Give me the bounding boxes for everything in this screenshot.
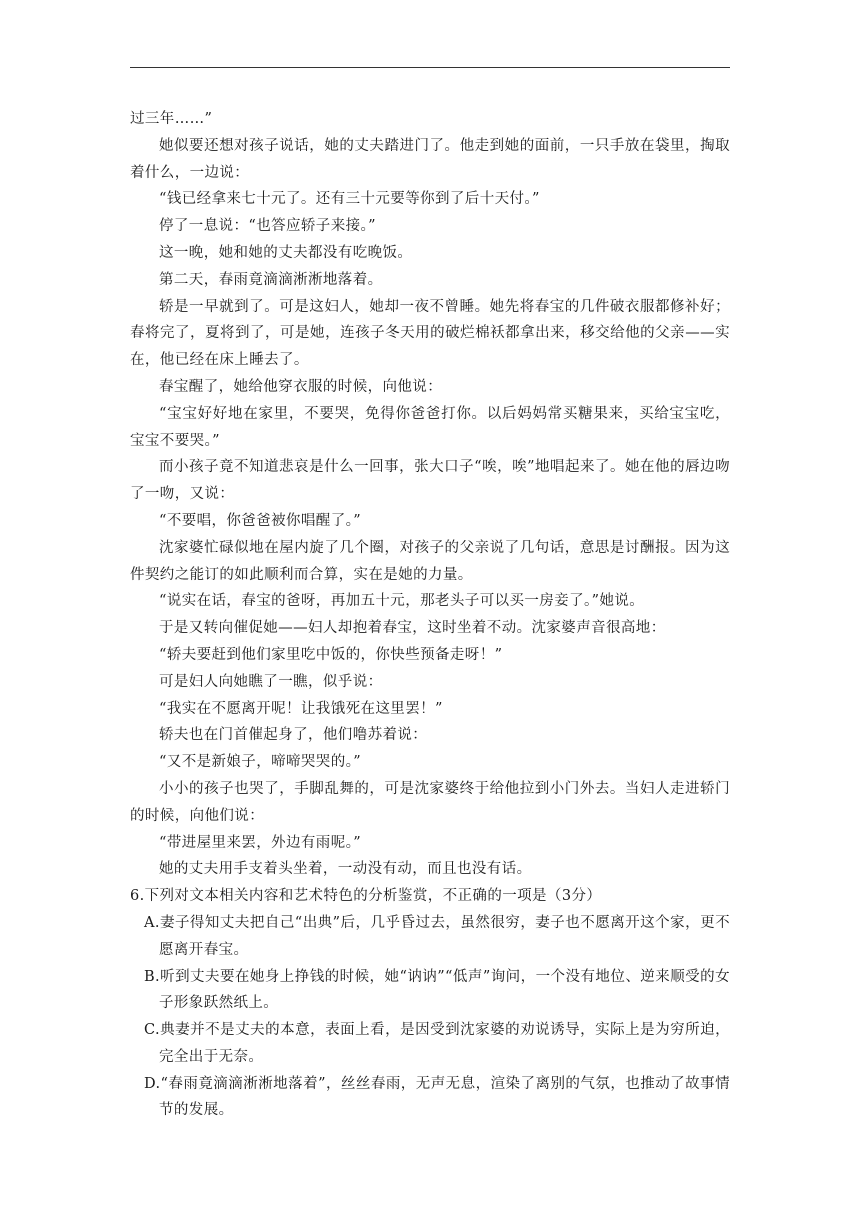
paragraph-20: “带进屋里来罢，外边有雨呢。”: [159, 834, 362, 851]
page-body: [130, 106, 730, 1124]
paragraph-10: “不要唱，你爸爸被你唱醒了。”: [159, 512, 362, 529]
paragraph-12: “说实在话，春宝的爸呀，再加五十元，那老头子可以买一房妾了。”她说。: [159, 593, 645, 610]
header-rule: [130, 67, 730, 68]
question-stem: 6.下列对文本相关内容和艺术特色的分析鉴赏，不正确的一项是（3分）: [130, 888, 602, 905]
paragraph-4: 这一晚，她和她的丈夫都没有吃晚饭。: [159, 244, 413, 261]
paragraph-13: 于是又转向催促她——妇人却抱着春宝，这时坐着不动。沈家婆声音很高地：: [159, 620, 666, 637]
paragraph-7: 春宝醒了，她给他穿衣服的时候，向他说：: [159, 378, 443, 395]
paragraph-19: 小小的孩子也哭了，手脚乱舞的，可是沈家婆终于给他拉到小门外去。当妇人走进轿门的时候，向他们说：: [130, 780, 730, 824]
option-a: A.妻子得知丈夫把自己“出典”后，几乎昏过去，虽然很穷，妻子也不愿离开这个家，更不愿离开春宝。: [144, 914, 730, 958]
paragraph-18: “又不是新娘子，啼啼哭哭的。”: [159, 754, 362, 771]
paragraph-17: 轿夫也在门首催起身了，他们噜苏着说：: [159, 727, 428, 744]
paragraph-0: 过三年……”: [130, 111, 213, 127]
paragraph-5: 第二天，春雨竟滴滴淅淅地落着。: [159, 271, 383, 288]
paragraph-11: 沈家婆忙碌似地在屋内旋了几个圈，对孩子的父亲说了几句话，意思是讨酬报。因为这件契约之能订的如此顺利而合算，实在是她的力量。: [130, 539, 730, 583]
paragraph-3: 停了一息说：“也答应轿子来接。”: [159, 218, 376, 235]
paragraph-2: “钱已经拿来七十元了。还有三十元要等你到了后十天付。”: [159, 191, 540, 208]
paragraph-16: “我实在不愿离开呢！让我饿死在这里罢！”: [159, 700, 443, 717]
paragraph-15: 可是妇人向她瞧了一瞧，似乎说：: [159, 673, 383, 690]
paragraph-21: 她的丈夫用手支着头坐着，一动没有动，而且也没有话。: [159, 861, 532, 878]
paragraph-6: 轿是一早就到了。可是这妇人，她却一夜不曾睡。她先将春宝的几件破衣服都修补好；春将完了，夏将到了，可是她，连孩子冬天用的破烂棉袄都拿出来，移交给他的父亲——实在，他已经在床上睡去了。: [130, 298, 730, 369]
option-d: D.“春雨竟滴滴淅淅地落着”，丝丝春雨，无声无息，渲染了离别的气氛，也推动了故事情节的发展。: [144, 1075, 730, 1119]
paragraph-9: 而小孩子竟不知道悲哀是什么一回事，张大口子“唉，唉”地唱起来了。她在他的唇边吻了一吻，又说：: [130, 459, 730, 503]
paragraph-1: 她似要还想对孩子说话，她的丈夫踏进门了。他走到她的面前，一只手放在袋里，掏取着什么，一边说：: [130, 137, 730, 181]
paragraph-14: “轿夫要赶到他们家里吃中饭的，你快些预备走呀！”: [159, 646, 503, 663]
paragraph-8: “宝宝好好地在家里，不要哭，免得你爸爸打你。以后妈妈常买糖果来，买给宝宝吃，宝宝不要哭。”: [130, 405, 730, 449]
option-b: B.听到丈夫要在她身上挣钱的时候，她“讷讷”“低声”询问，一个没有地位、逆来顺受的女子形象跃然纸上。: [144, 968, 730, 1012]
option-c: C.典妻并不是丈夫的本意，表面上看，是因受到沈家婆的劝说诱导，实际上是为穷所迫，完全出于无奈。: [144, 1022, 730, 1065]
